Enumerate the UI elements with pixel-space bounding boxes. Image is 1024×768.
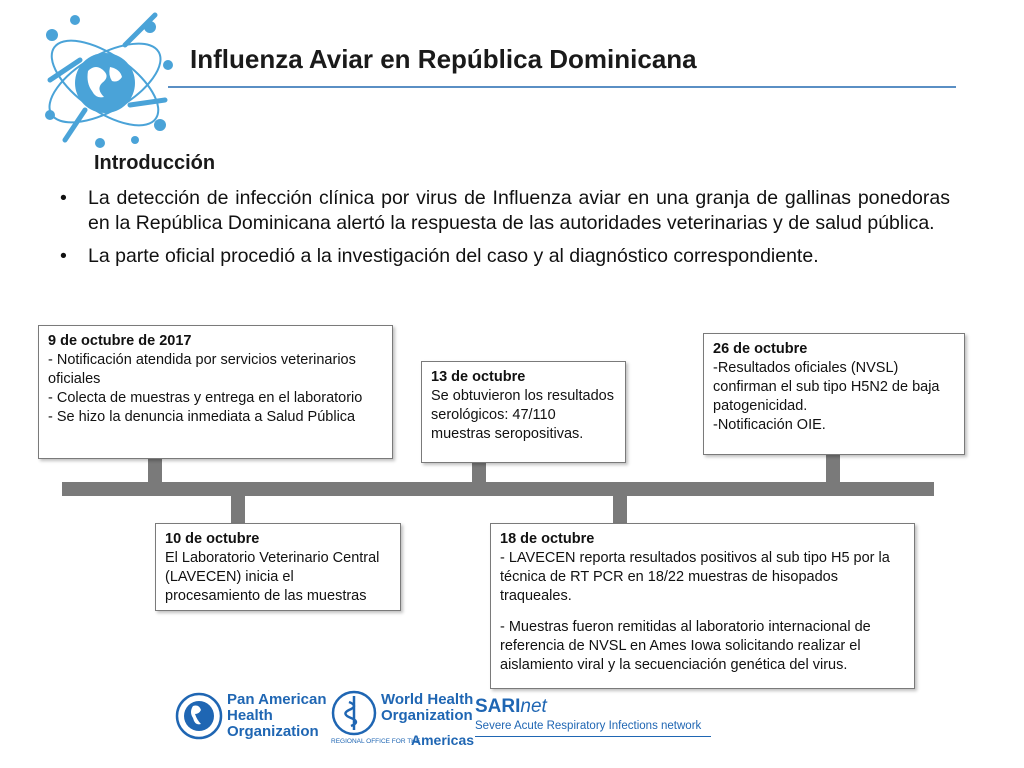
paho-emblem-icon — [175, 692, 223, 740]
event-line: - Colecta de muestras y entrega en el laboratorio — [48, 390, 363, 406]
timeline-connector — [613, 494, 627, 524]
event-line: - Muestras fueron remitidas al laboratorio internacional de referencia de NVSL en Ames Iowa solicitando realizar el aislamiento viral y la secuenciación genética del virus. — [500, 619, 871, 673]
sarinet-name-b: net — [520, 696, 547, 717]
event-date: 18 de octubre — [500, 531, 595, 547]
timeline-event-oct-10 — [155, 523, 401, 611]
sarinet-underline — [475, 736, 711, 737]
timeline-connector — [826, 454, 840, 484]
event-date: 9 de octubre de 2017 — [48, 333, 192, 349]
sarinet-name-a: SARI — [475, 696, 521, 717]
sarinet-wordmark — [475, 696, 547, 718]
event-line: -Notificación OIE. — [713, 417, 826, 433]
paho-line: Pan American — [227, 691, 327, 708]
who-region: Americas — [411, 732, 475, 748]
intro-bullet-text: La detección de infección clínica por virus de Influenza aviar en una granja de gallinas ponedoras en la República Dominicana alertó la respuesta de las autoridades veterinarias y de salud pública. — [88, 187, 950, 234]
event-line: - LAVECEN reporta resultados positivos al sub tipo H5 por la técnica de RT PCR en 18/22 muestras de hisopados traqueales. — [500, 550, 890, 604]
intro-bullet-list — [60, 186, 950, 277]
timeline-axis — [62, 482, 934, 496]
event-line: Se obtuvieron los resultados serológicos: 47/110 muestras seropositivas. — [431, 388, 614, 442]
paho-wordmark — [227, 692, 327, 740]
event-line: - Se hizo la denuncia inmediata a Salud Pública — [48, 409, 356, 425]
timeline-connector — [231, 494, 245, 524]
page-title: Influenza Aviar en República Dominicana — [190, 44, 697, 74]
paho-line: Health — [227, 707, 273, 724]
who-emblem-icon — [331, 690, 377, 736]
who-line: World Health — [381, 691, 474, 708]
timeline-connector — [472, 462, 486, 484]
influenza-network-logo — [30, 5, 180, 155]
event-date: 13 de octubre — [431, 369, 526, 385]
event-date: 26 de octubre — [713, 341, 808, 357]
timeline-event-oct-26 — [703, 333, 965, 455]
timeline-event-oct-13 — [421, 361, 626, 463]
timeline-connector — [148, 458, 162, 484]
who-wordmark — [381, 692, 473, 724]
event-date: 10 de octubre — [165, 531, 260, 547]
event-line: -Resultados oficiales (NVSL) confirman el sub tipo H5N2 de baja patogenicidad. — [713, 360, 940, 414]
paho-line: Organization — [227, 723, 319, 740]
intro-bullet: • La parte oficial procedió a la investigación del caso y al diagnóstico correspondiente. — [60, 245, 819, 267]
title-divider — [168, 86, 956, 88]
section-heading: Introducción — [94, 152, 216, 174]
sarinet-subtitle: Severe Acute Respiratory Infections network — [475, 720, 702, 732]
intro-bullet: • La detección de infección clínica por virus de Influenza aviar en una granja de gallinas ponedoras en la República Dominicana alertó la respuesta de las autoridades veterinarias y de salud pública. — [60, 187, 950, 234]
event-line: El Laboratorio Veterinario Central (LAVECEN) inicia el procesamiento de las muestras — [165, 550, 380, 604]
intro-bullet-text: La parte oficial procedió a la investigación del caso y al diagnóstico correspondiente. — [88, 245, 819, 267]
footer-logos — [175, 688, 715, 756]
timeline-event-oct-18 — [490, 523, 915, 689]
who-line: Organization — [381, 707, 473, 724]
event-line: - Notificación atendida por servicios veterinarios oficiales — [48, 352, 356, 387]
timeline-event-oct-9 — [38, 325, 393, 459]
who-subtitle: REGIONAL OFFICE FOR THE — [331, 738, 421, 745]
